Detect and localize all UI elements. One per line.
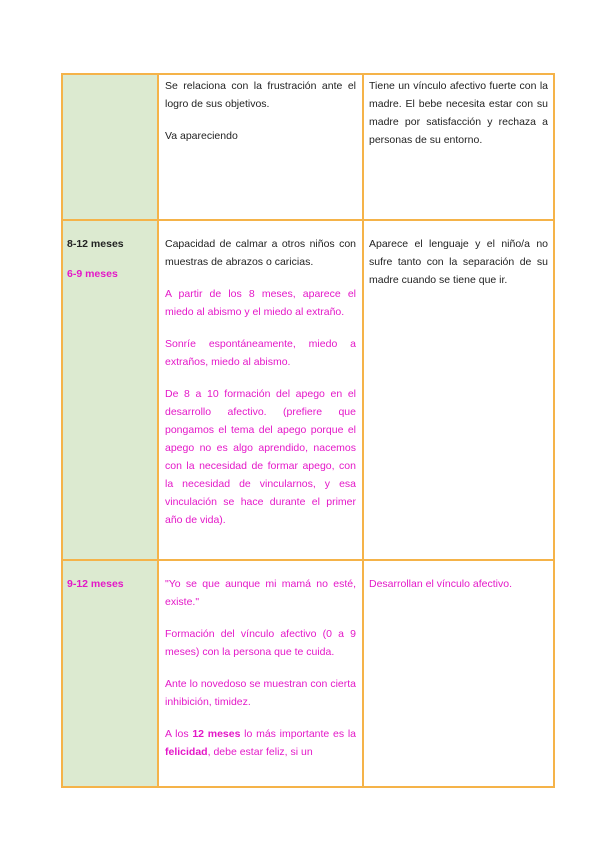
age-cell xyxy=(62,560,158,787)
description-cell xyxy=(158,220,363,560)
relation-paragraph: Aparece el lenguaje y el niño/a no sufre tanto con la separación de su madre cuando se tiene que ir. xyxy=(369,238,548,286)
description-cell xyxy=(158,74,363,220)
description-paragraph: Sonríe espontáneamente, miedo a extraños, miedo al abismo. xyxy=(165,338,356,368)
age-cell xyxy=(62,220,158,560)
description-paragraph: De 8 a 10 formación del apego en el desarrollo afectivo. (prefiere que pongamos el tema del apego porque el apego no es algo aprendido, nacemos con la necesidad de formar apego, con la necesidad de vincularnos, y esa vinculación se hace durante el primer año de vida). xyxy=(165,388,356,526)
description-paragraph: Se relaciona con la frustración ante el logro de sus objetivos. xyxy=(165,80,356,110)
bold-segment: 12 meses xyxy=(192,728,241,740)
table-row xyxy=(62,560,554,787)
text-segment: lo más importante es la xyxy=(240,728,356,740)
age-label-secondary: 6-9 meses xyxy=(67,268,118,280)
text-segment: A los xyxy=(165,728,193,740)
description-paragraph: Capacidad de calmar a otros niños con muestras de abrazos o caricias. xyxy=(165,238,356,268)
description-paragraph: Va apareciendo xyxy=(165,130,238,142)
table-row xyxy=(62,74,554,220)
description-paragraph: Ante lo novedoso se muestran con cierta inhibición, timidez. xyxy=(165,678,356,708)
description-paragraph: "Yo se que aunque mi mamá no esté, existe." xyxy=(165,578,356,608)
age-label: 9-12 meses xyxy=(67,578,124,590)
bold-segment: felicidad xyxy=(165,746,208,758)
table-row xyxy=(62,220,554,560)
relation-paragraph: Tiene un vínculo afectivo fuerte con la madre. El bebe necesita estar con su madre por satisfacción y rechaza a personas de su entorno. xyxy=(369,80,548,146)
relation-cell xyxy=(363,560,554,787)
description-paragraph-last xyxy=(165,725,356,761)
description-paragraph: Formación del vínculo afectivo (0 a 9 meses) con la persona que te cuida. xyxy=(165,628,356,658)
age-cell xyxy=(62,74,158,220)
relation-cell xyxy=(363,220,554,560)
age-label-primary: 8-12 meses xyxy=(67,238,124,250)
development-table xyxy=(61,73,555,788)
description-paragraph: A partir de los 8 meses, aparece el miedo al abismo y el miedo al extraño. xyxy=(165,288,356,318)
relation-cell xyxy=(363,74,554,220)
description-cell xyxy=(158,560,363,787)
relation-paragraph: Desarrollan el vínculo afectivo. xyxy=(369,578,512,590)
text-segment: , debe estar feliz, si un xyxy=(207,746,313,758)
